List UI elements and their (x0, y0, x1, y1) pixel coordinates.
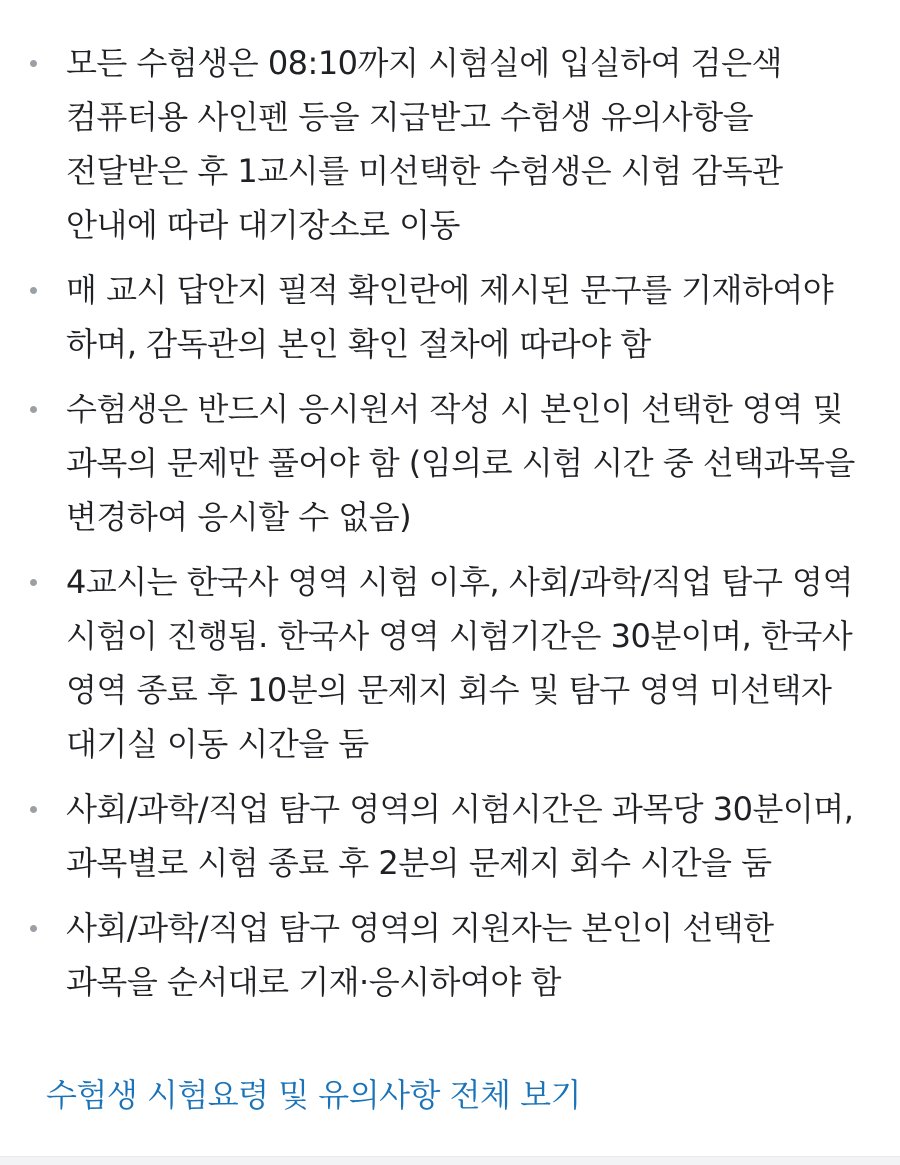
bullet-icon (30, 60, 37, 67)
bullet-icon (30, 925, 37, 932)
notice-item (0, 555, 900, 771)
bullet-icon (30, 406, 37, 413)
notice-item (0, 901, 900, 1009)
bullet-icon (30, 806, 37, 813)
notice-text: 사회/과학/직업 탐구 영역의 시험시간은 과목당 30분이며, 과목별로 시험 종료 후 2분의 문제지 회수 시간을 둠 (66, 790, 854, 882)
notice-item (0, 382, 900, 544)
bullet-icon (30, 579, 37, 586)
section-divider (0, 1156, 900, 1165)
notice-item (0, 782, 900, 890)
notice-item (0, 36, 900, 252)
notice-text: 수험생은 반드시 응시원서 작성 시 본인이 선택한 영역 및 과목의 문제만 풀어야 함 (임의로 시험 시간 중 선택과목을 변경하여 응시할 수 없음) (66, 390, 855, 536)
notice-text: 모든 수험생은 08:10까지 시험실에 입실하여 검은색 컴퓨터용 사인펜 등을 지급받고 수험생 유의사항을 전달받은 후 1교시를 미선택한 수험생은 시험 감독관 안내에 따라 대기장소로 이동 (66, 44, 783, 244)
notice-list (0, 36, 900, 1020)
notice-text: 매 교시 답안지 필적 확인란에 제시된 문구를 기재하여야 하며, 감독관의 본인 확인 절차에 따라야 함 (66, 271, 834, 363)
notice-text: 4교시는 한국사 영역 시험 이후, 사회/과학/직업 탐구 영역 시험이 진행됨. 한국사 영역 시험기간은 30분이며, 한국사 영역 종료 후 10분의 문제지 회수 및 탐구 영역 미선택자 대기실 이동 시간을 둠 (66, 563, 853, 763)
bullet-icon (30, 287, 37, 294)
full-guide-link[interactable]: 수험생 시험요령 및 유의사항 전체 보기 (46, 1076, 581, 1114)
notice-item (0, 263, 900, 371)
notice-text: 사회/과학/직업 탐구 영역의 지원자는 본인이 선택한 과목을 순서대로 기재·응시하여야 함 (66, 909, 774, 1001)
